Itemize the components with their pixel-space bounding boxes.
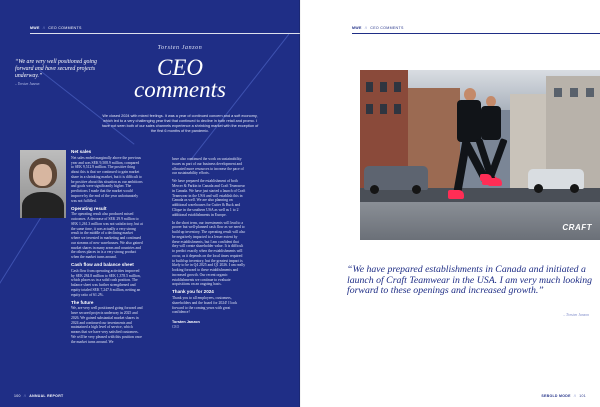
pull-quote-text: “We are very well positioned going forward and have secured projects underway.” (15, 59, 97, 79)
body-paragraph: Cash flow from operating activities improved by SEK 284.8 million to SEK 1,378.5 million, which places us in a solid cash position. The balance sheet was further strengthened and equity totaled SEK 7,247.6 million, netting an equity ratio of 61.2%. (71, 268, 141, 297)
header-section: MWE (30, 26, 40, 30)
footer-page-number: 101 (579, 394, 586, 398)
signature-role: CEO (172, 324, 180, 329)
section-heading: Net sales (71, 149, 92, 154)
spread-gutter (299, 0, 301, 407)
page-footer: SEBOLD MODE // 101 (541, 394, 586, 398)
pull-quote-attribution: – Torsten Janzon (15, 82, 40, 87)
text-column-2 (172, 157, 246, 333)
header-topic: CEO COMMENTS (48, 26, 82, 30)
section-heading: Cash flow and balance sheet (71, 262, 134, 268)
text-column-1 (71, 150, 143, 348)
footer-label: SEBOLD MODE (541, 394, 571, 398)
body-paragraph: have also continued the work on sustainability issues as part of our business development and allocated more resources to increase the pace of our sustainability efforts. (172, 157, 244, 176)
runner-street-photo (360, 70, 600, 240)
page-title: CEO comments (134, 55, 226, 102)
page-header: MWE // CEO COMMENTS (352, 26, 404, 30)
brand-logo: CRAFT (562, 223, 592, 232)
pull-quote-attribution: – Torsten Janzon (563, 313, 589, 317)
ceo-portrait-image (20, 150, 66, 218)
footer-page-number: 100 (14, 394, 21, 398)
section-heading: Operating result (71, 205, 107, 211)
header-rule (30, 33, 300, 34)
lede-paragraph: We closed 2024 with mixed feelings. It was a year of continued concern and a soft economy, which led to a very challenging year that that continued to decline in both retail and promo. I have not seen both of our sales channels experience a shrinking market with the exception of the first 6 months of the pandemic. (101, 114, 259, 134)
pull-quote (347, 264, 594, 317)
body-paragraph: The operating result also produced mixed outcomes. A decrease of SEK 29.9 million to SEK 1,261.3 million was not satisfactory, but at the same time, it was actually a very strong result in the middle of a declining market where we invested in marketing and continued our streams of new warehouses. We also gained market shares in many areas and countries and the others places in is a very strong product when the market turns around. (71, 212, 143, 260)
signature-name: Torsten Janzon (172, 320, 200, 325)
page-footer: 100 // ANNUAL REPORT (14, 394, 64, 398)
header-topic: CEO COMMENTS (370, 26, 404, 30)
author-name: Torsten Janzon (157, 45, 203, 51)
body-paragraph: Thank you to all employees, customers, shareholders and the board for 2024! I look forward to the coming years with great confidence! (172, 296, 238, 315)
body-paragraph: In the short term, our investments will lead to a poorer but well-planned cash flow as we need to build up inventory. The operating result will also be negatively impacted to a lesser extent by these establishments, but I am confident that they will create shareholder value. It is difficult to predict exactly when the establishments will occur, as it depends on the local times required to build up inventory, but the greatest impact is likely to be in Q4 2025 and Q1 2026. I am really looking forward to these establishments and increased growth. Our recent organic establishments we continue to evaluate acquisitions on an ongoing basis. (172, 220, 246, 287)
footer-label: ANNUAL REPORT (29, 394, 64, 398)
section-heading: The future (71, 299, 94, 305)
body-paragraph: Net sales ended marginally above the previous year and was SEK 9,508.9 million, compared to SEK 9,512.9 million. The positive thing about this is that we continued to gain market share in a shrinking market, but it is difficult to be positive about this situation as our ambitions and goals were significantly higher. The predictions I made that the market would improve by the end of the year unfortunately was not fulfilled. (71, 155, 143, 203)
header-rule (352, 33, 600, 34)
body-paragraph: We have prepared the establishment of both Mercer & Parkin in Canada and Craft Teamwear in Canada. We have just started a launch of Craft Teamwear in the USA and will establish this in Canada as well. We are also planning on additional warehouses for Cutter & Buck and Clique in the southern USA as well as 1 to 2 additional establishments in Europe. (172, 179, 246, 217)
section-heading: Thank you for 2024 (172, 289, 214, 295)
body-paragraph: We, are very well positioned going forward and have secured projects underway in 2025 and 2026. We gained substantial market shares in 2024 and continued our investments and maintained a high level of service, which means that we have very satisfied customers. We will be very pleased with this position once the market turns around. We (71, 306, 143, 344)
page-header: MWE // CEO COMMENTS (30, 26, 82, 30)
pull-quote (15, 59, 99, 88)
right-page (300, 0, 600, 407)
pull-quote-text: “We have prepared establishments in Canada and initiated a launch of Craft Teamwear in the USA. I am very much looking forward to these openings and increased growth.” (347, 264, 593, 297)
header-section: MWE (352, 26, 362, 30)
